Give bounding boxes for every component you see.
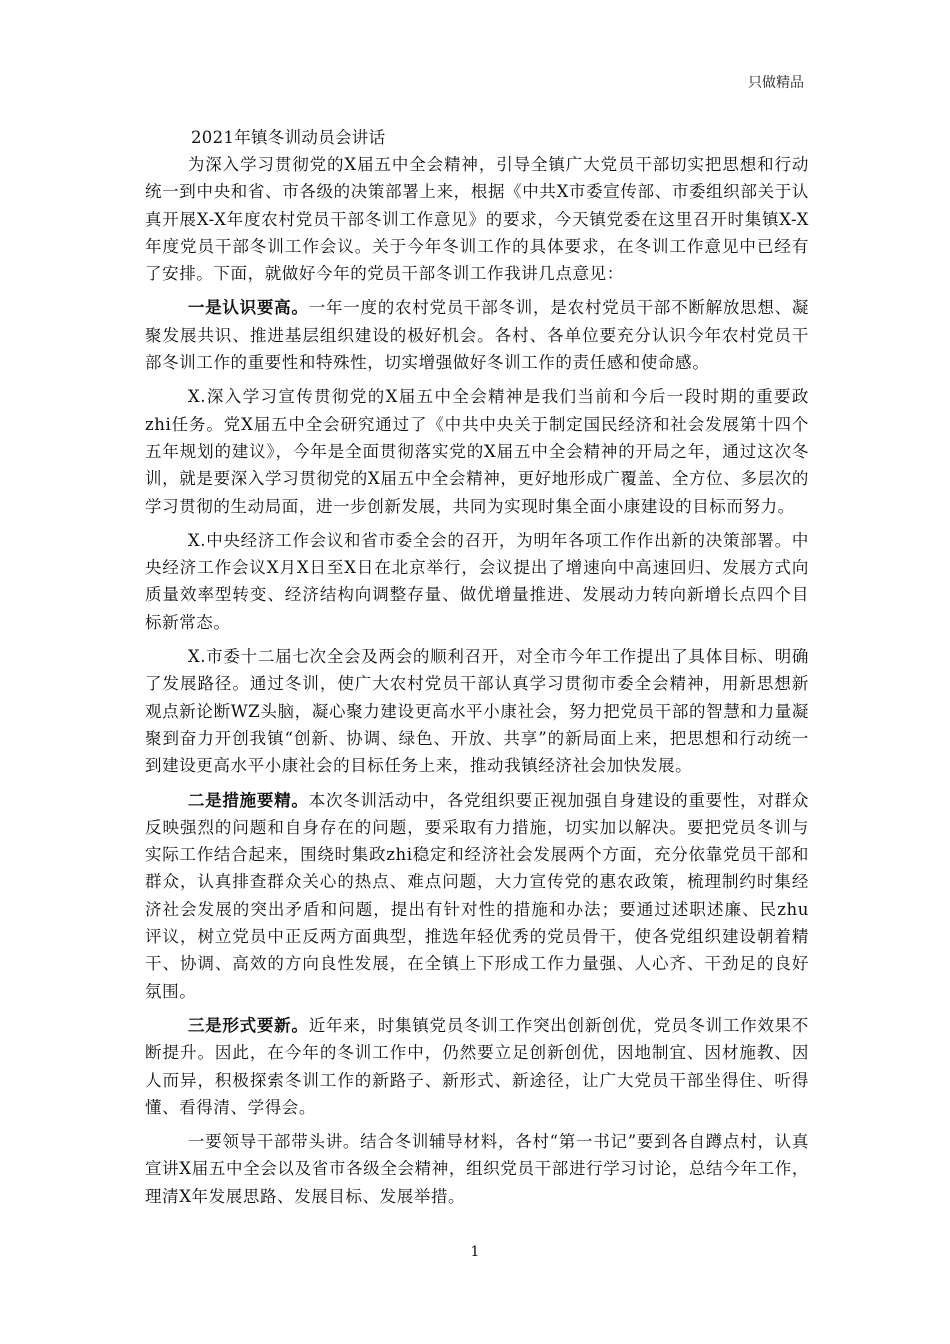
paragraph-subpoint	[145, 383, 809, 519]
paragraph-lead: 三是形式要新。	[187, 1015, 309, 1035]
header-note: 只做精品	[748, 75, 804, 91]
paragraph-lead: 二是措施要精。	[187, 790, 309, 810]
paragraph-text: 本次冬训活动中，各党组织要正视加强自身建设的重要性，对群众反映强烈的问题和自身存在的问题，要采取有力措施，切实加以解决。要把党员冬训与实际工作结合起来，围绕时集政zhi稳定和经济社会发展两个方面，充分依靠党员干部和群众，认真排查群众关心的热点、难点问题，大力宣传党的惠农政策，梳理制约时集经济社会发展的突出矛盾和问题，提出有针对性的措施和办法；要通过述职述廉、民zhu评议，树立党员中正反两方面典型，推选年轻优秀的党员骨干，使各党组织建设朝着精干、协调、高效的方向良性发展，在全镇上下形成工作力量强、人心齐、干劲足的良好氛围。	[145, 790, 810, 1001]
paragraph-text: 一要领导干部带头讲。结合冬训辅导材料，各村“第一书记”要到各自蹲点村，认真宣讲X届五中全会以及省市各级全会精神，组织党员干部进行学习讨论，总结今年工作，理清X年发展思路、发展目标、发展举措。	[145, 1132, 809, 1206]
paragraph-intro	[145, 151, 809, 287]
paragraph-subpoint	[145, 527, 809, 636]
paragraph-lead: 一是认识要高。	[187, 298, 309, 318]
page-number: 1	[470, 1244, 480, 1260]
document-body	[145, 124, 809, 1217]
paragraph-text: 近年来，时集镇党员冬训工作突出创新创优，党员冬训工作效果不断提升。因此，在今年的冬训工作中，仍然要立足创新创优，因地制宜、因材施教、因人而异，积极探索冬训工作的新路子、新形式、新途径，让广大党员干部坐得住、听得懂、看得清、学得会。	[145, 1015, 810, 1117]
paragraph-subpoint	[145, 643, 809, 779]
document-title: 2021年镇冬训动员会讲话	[191, 128, 386, 147]
paragraph-point-two	[145, 787, 809, 1005]
paragraph-text: 一年一度的农村党员干部冬训，是农村党员干部不断解放思想、凝聚发展共识、推进基层组织建设的极好机会。各村、各单位要充分认识今年农村党员干部冬训工作的重要性和特殊性，切实增强做好冬训工作的责任感和使命感。	[145, 298, 810, 373]
paragraph-text: X.市委十二届七次全会及两会的顺利召开，对全市今年工作提出了具体目标、明确了发展路径。通过冬训，使广大农村党员干部认真学习贯彻市委全会精神，用新思想新观点新论断WZ头脑，凝心聚力建设更高水平小康社会，努力把党员干部的智慧和力量凝聚到奋力开创我镇“创新、协调、绿色、开放、共享”的新局面上来，把思想和行动统一到建设更高水平小康社会的目标任务上来，推动我镇经济社会加快发展。	[145, 647, 809, 776]
paragraph-text: 为深入学习贯彻党的X届五中全会精神，引导全镇广大党员干部切实把思想和行动统一到中央和省、市各级的决策部署上来，根据《中共X市委宣传部、市委组织部关于认真开展X-X年度农村党员干部冬训工作意见》的要求，今天镇党委在这里召开时集镇X-X年度党员干部冬训工作会议。关于今年冬训工作的具体要求，在冬训工作意见中已经有了安排。下面，就做好今年的党员干部冬训工作我讲几点意见：	[145, 155, 809, 284]
paragraph-text: X.深入学习宣传贯彻党的X届五中全会精神是我们当前和今后一段时期的重要政zhi任务。党X届五中全会研究通过了《中共中央关于制定国民经济和社会发展第十四个五年规划的建议》，今年是全面贯彻落实党的X届五中全会精神的开局之年，通过这次冬训，就是要深入学习贯彻党的X届五中全会精神，更好地形成广覆盖、全方位、多层次的学习贯彻的生动局面，进一步创新发展，共同为实现时集全面小康建设的目标而努力。	[145, 387, 809, 516]
paragraph-point-one	[145, 294, 809, 376]
paragraph-text: X.中央经济工作会议和省市委全会的召开，为明年各项工作作出新的决策部署。中央经济工作会议X月X日至X日在北京举行，会议提出了增速向中高速回归、发展方式向质量效率型转变、经济结构向调整存量、做优增量推进、发展动力转向新增长点四个目标新常态。	[145, 530, 809, 632]
paragraph-subpoint	[145, 1128, 809, 1210]
paragraph-point-three	[145, 1012, 809, 1121]
